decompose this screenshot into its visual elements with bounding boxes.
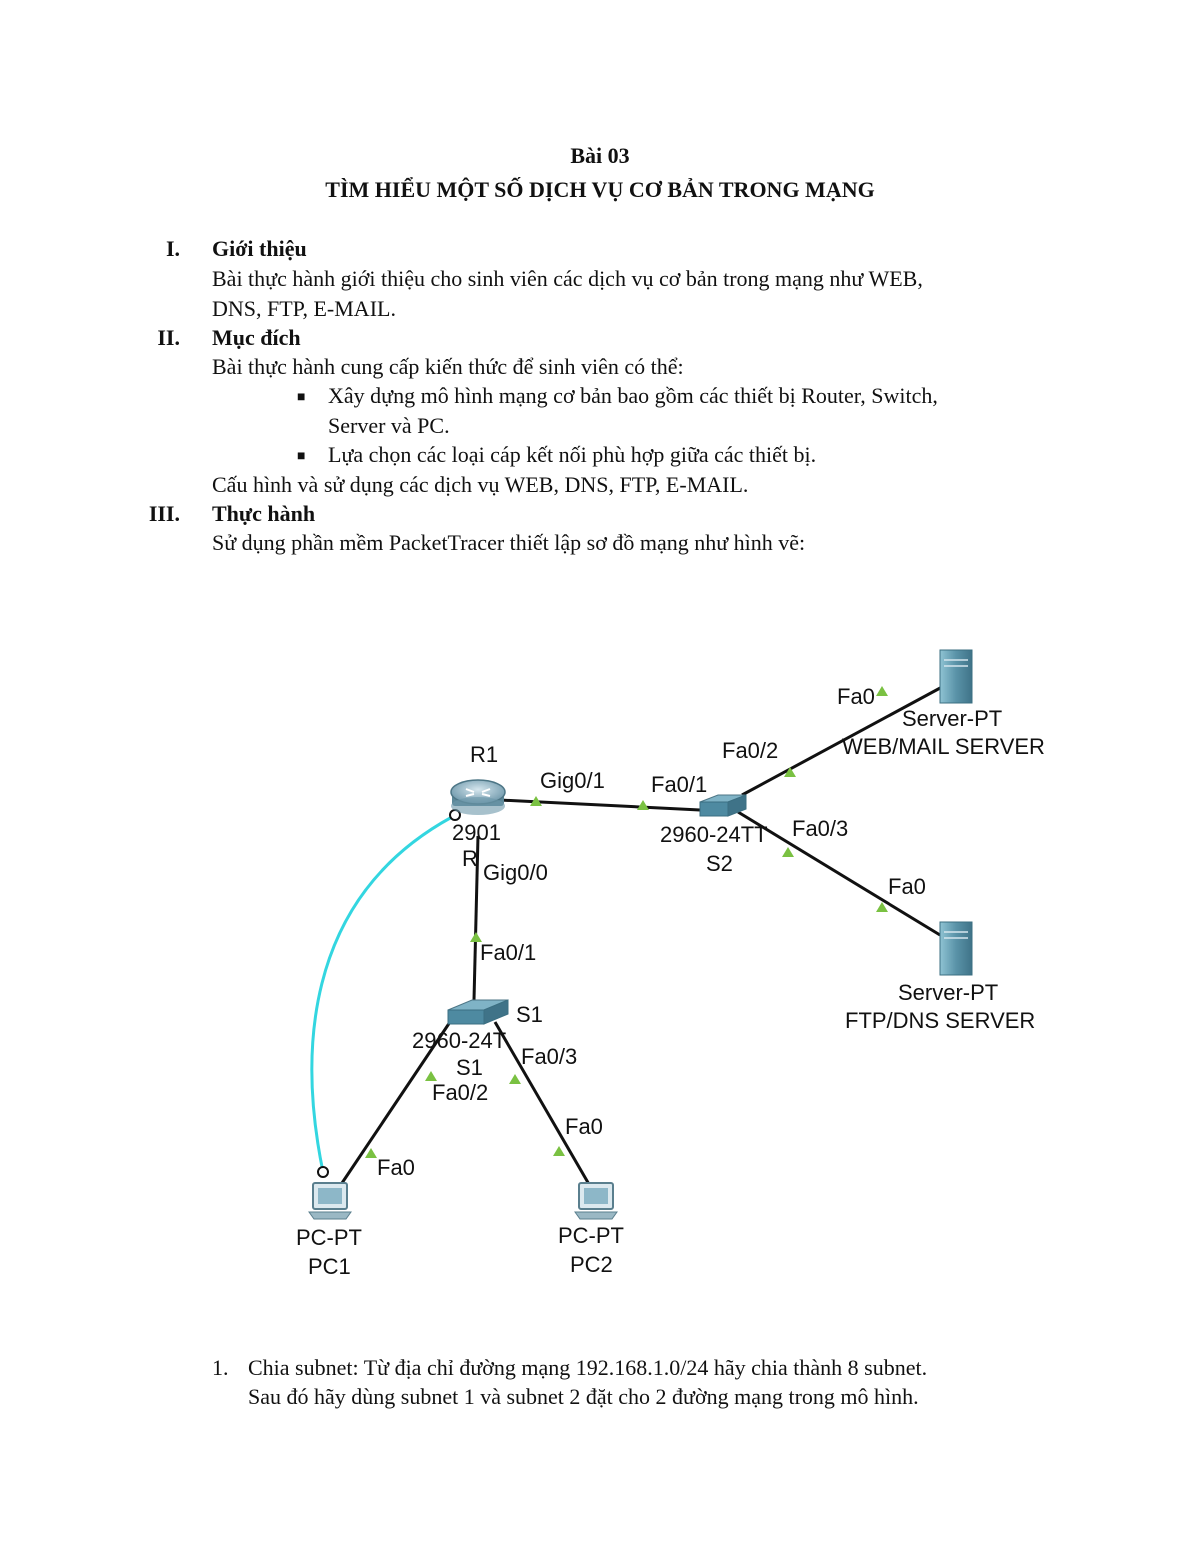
- port-label-web-fa0: Fa0: [837, 684, 875, 709]
- task-1-line-2: Sau đó hãy dùng subnet 1 và subnet 2 đặt cho 2 đường mạng trong mô hình.: [248, 1384, 919, 1409]
- bullet-square-icon: ■: [297, 390, 306, 405]
- section-1-heading: Giới thiệu: [212, 236, 307, 261]
- pc-pc2[interactable]: [575, 1183, 617, 1219]
- link-light-icon: [365, 1148, 377, 1158]
- server-web-type-label: Server-PT: [902, 706, 1003, 731]
- server-web-mail[interactable]: [940, 650, 972, 703]
- pc2-name-label: PC2: [570, 1252, 613, 1277]
- link-light-icon: [637, 800, 649, 810]
- task-1-number: 1.: [212, 1355, 229, 1380]
- switch-s2-model-label: 2960-24TT: [660, 822, 768, 847]
- port-label-ftp-fa0: Fa0: [888, 874, 926, 899]
- pc1-name-label: PC1: [308, 1254, 351, 1279]
- link-light-icon: [509, 1074, 521, 1084]
- router-r1[interactable]: [451, 780, 505, 815]
- section-2-intro: Bài thực hành cung cấp kiến thức để sinh viên có thể:: [212, 354, 684, 379]
- console-cable[interactable]: [312, 817, 452, 1172]
- pc2-type-label: PC-PT: [558, 1223, 624, 1248]
- port-label-pc1-fa0: Fa0: [377, 1155, 415, 1180]
- switch-s1-name-label: S1: [456, 1055, 483, 1080]
- server-ftp-dns[interactable]: [940, 922, 972, 975]
- port-label-s1-fa03: Fa0/3: [521, 1044, 578, 1069]
- section-1-number: I.: [165, 236, 180, 261]
- link-light-icon: [876, 686, 888, 696]
- port-label-r1-gig00: Gig0/0: [483, 860, 548, 885]
- lesson-title: TÌM HIỂU MỘT SỐ DỊCH VỤ CƠ BẢN TRONG MẠNG: [325, 177, 875, 202]
- server-icon: [940, 650, 972, 703]
- router-name-label: R1: [470, 742, 499, 767]
- section-3-heading: Thực hành: [212, 501, 316, 526]
- router-model-extra-label: R: [462, 846, 478, 871]
- router-model-label: 2901: [452, 820, 501, 845]
- cable-r1-s2[interactable]: [500, 800, 700, 810]
- port-label-r1-gig01: Gig0/1: [540, 768, 605, 793]
- switch-s1-name-top-label: S1: [516, 1002, 543, 1027]
- port-label-s1-fa01: Fa0/1: [480, 940, 537, 965]
- switch-s1[interactable]: [448, 1000, 508, 1024]
- bullet-1-line-2: Server và PC.: [328, 413, 450, 438]
- pc1-type-label: PC-PT: [296, 1225, 362, 1250]
- pc-keyboard-icon: [575, 1212, 617, 1219]
- port-label-pc2-fa0: Fa0: [565, 1114, 603, 1139]
- section-2-heading: Mục đích: [212, 325, 301, 350]
- server-web-name-label: WEB/MAIL SERVER: [842, 734, 1045, 759]
- pc-keyboard-icon: [309, 1212, 351, 1219]
- port-label-s2-fa01: Fa0/1: [651, 772, 708, 797]
- section-1-text-line-1: Bài thực hành giới thiệu cho sinh viên các dịch vụ cơ bản trong mạng như WEB,: [212, 266, 923, 291]
- console-cable-end-pc1: [318, 1167, 328, 1177]
- cables: [340, 687, 942, 1186]
- port-label-s1-fa02: Fa0/2: [432, 1080, 489, 1105]
- pc-pc1[interactable]: [309, 1183, 351, 1219]
- bullet-2-line-1: Lựa chọn các loại cáp kết nối phù hợp giữa các thiết bị.: [328, 442, 817, 467]
- section-2-number: II.: [157, 325, 180, 350]
- link-light-icon: [553, 1146, 565, 1156]
- bullet-square-icon: ■: [297, 449, 306, 464]
- section-1-text-line-2: DNS, FTP, E-MAIL.: [212, 296, 396, 321]
- section-3-number: III.: [148, 501, 180, 526]
- server-ftp-name-label: FTP/DNS SERVER: [845, 1008, 1036, 1033]
- switch-s1-model-label: 2960-24T: [412, 1028, 507, 1053]
- port-label-s2-fa03: Fa0/3: [792, 816, 849, 841]
- network-topology-diagram: [0, 600, 1200, 1300]
- server-icon: [940, 922, 972, 975]
- section-2-outro: Cấu hình và sử dụng các dịch vụ WEB, DNS, FTP, E-MAIL.: [212, 472, 749, 497]
- switch-s2-name-label: S2: [706, 851, 733, 876]
- link-light-icon: [782, 847, 794, 857]
- port-label-s2-fa02: Fa0/2: [722, 738, 779, 763]
- section-3-intro: Sử dụng phần mềm PacketTracer thiết lập sơ đồ mạng như hình vẽ:: [212, 530, 806, 555]
- bullet-1-line-1: Xây dựng mô hình mạng cơ bản bao gồm các thiết bị Router, Switch,: [328, 383, 938, 408]
- lesson-number: Bài 03: [570, 143, 630, 168]
- task-1-line-1: Chia subnet: Từ địa chỉ đường mạng 192.168.1.0/24 hãy chia thành 8 subnet.: [248, 1355, 928, 1380]
- server-ftp-type-label: Server-PT: [898, 980, 999, 1005]
